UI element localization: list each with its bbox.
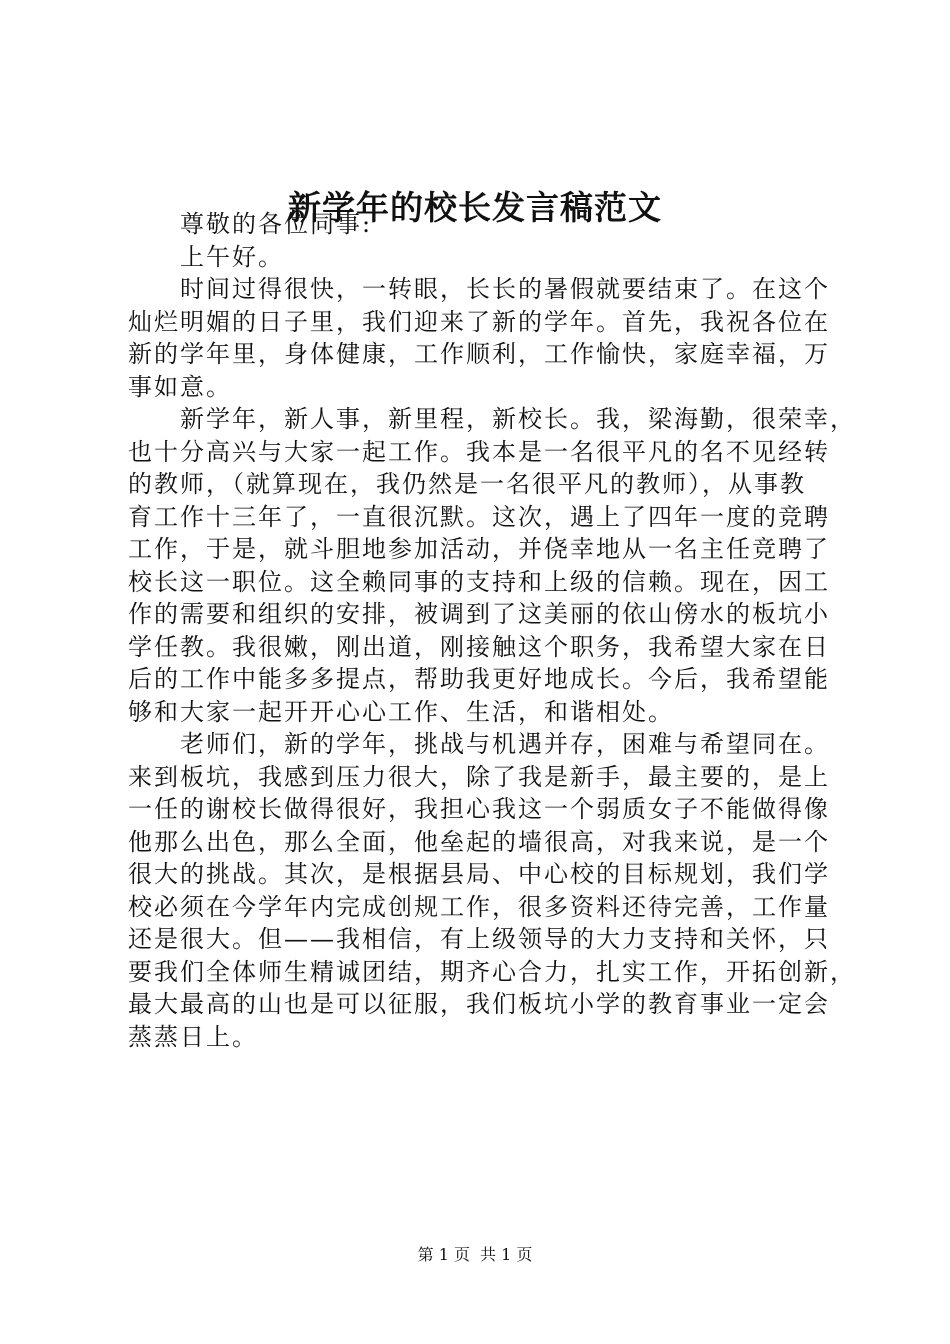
text-line: 事如意。	[128, 372, 232, 401]
text-line: 还是很大。但——我相信，有上级领导的大力支持和关怀，只	[128, 925, 830, 953]
page-footer	[0, 1244, 950, 1266]
text-line: 新的学年里，身体健康，工作顺利，工作愉快，家庭幸福，万	[128, 340, 830, 368]
document-body	[128, 208, 856, 1053]
page-total: 共 1 页	[480, 1245, 533, 1264]
text-line: 作的需要和组织的安排，被调到了这美丽的依山傍水的板坑小	[128, 600, 830, 628]
text-line: 新学年，新人事，新里程，新校长。我，梁海勤，很荣幸，	[180, 405, 856, 433]
text-line: 一任的谢校长做得很好，我担心我这一个弱质女子不能做得像	[128, 795, 830, 823]
text-line: 工作，于是，就斗胆地参加活动，并侥幸地从一名主任竞聘了	[128, 535, 830, 563]
text-line: 蒸蒸日上。	[128, 1022, 258, 1051]
text-line: 来到板坑，我感到压力很大，除了我是新手，最主要的，是上	[128, 762, 830, 791]
text-line: 上午好。	[180, 242, 284, 271]
text-line: 也十分高兴与大家一起工作。我本是一名很平凡的名不见经转	[128, 437, 830, 466]
text-line: 尊敬的各位同事:	[180, 210, 373, 238]
text-line: 时间过得很快，一转眼，长长的暑假就要结束了。在这个	[180, 275, 830, 303]
text-line: 最大最高的山也是可以征服，我们板坑小学的教育事业一定会	[128, 990, 830, 1018]
text-line: 要我们全体师生精诚团结，期齐心合力，扎实工作，开拓创新，	[128, 957, 856, 986]
page-number: 第 1 页	[417, 1245, 470, 1264]
text-line: 够和大家一起开开心心工作、生活，和谐相处。	[128, 697, 674, 726]
text-line: 灿烂明媚的日子里，我们迎来了新的学年。首先，我祝各位在	[128, 307, 830, 336]
text-line: 后的工作中能多多提点，帮助我更好地成长。今后，我希望能	[128, 665, 830, 693]
text-line: 育工作十三年了，一直很沉默。这次，遇上了四年一度的竞聘	[128, 502, 830, 531]
text-line: 的教师，（就算现在，我仍然是一名很平凡的教师），从事教	[128, 470, 806, 498]
text-line: 他那么出色，那么全面，他垒起的墙很高，对我来说，是一个	[128, 827, 830, 856]
text-line: 老师们，新的学年，挑战与机遇并存，困难与希望同在。	[180, 730, 830, 758]
text-line: 很大的挑战。其次，是根据县局、中心校的目标规划，我们学	[128, 860, 830, 888]
text-line: 校必须在今学年内完成创规工作，很多资料还待完善，工作量	[128, 892, 830, 921]
document-title: 新学年的校长发言稿范文	[288, 188, 662, 227]
text-line: 学任教。我很嫩，刚出道，刚接触这个职务，我希望大家在日	[128, 632, 830, 661]
text-line: 校长这一职位。这全赖同事的支持和上级的信赖。现在，因工	[128, 567, 830, 596]
